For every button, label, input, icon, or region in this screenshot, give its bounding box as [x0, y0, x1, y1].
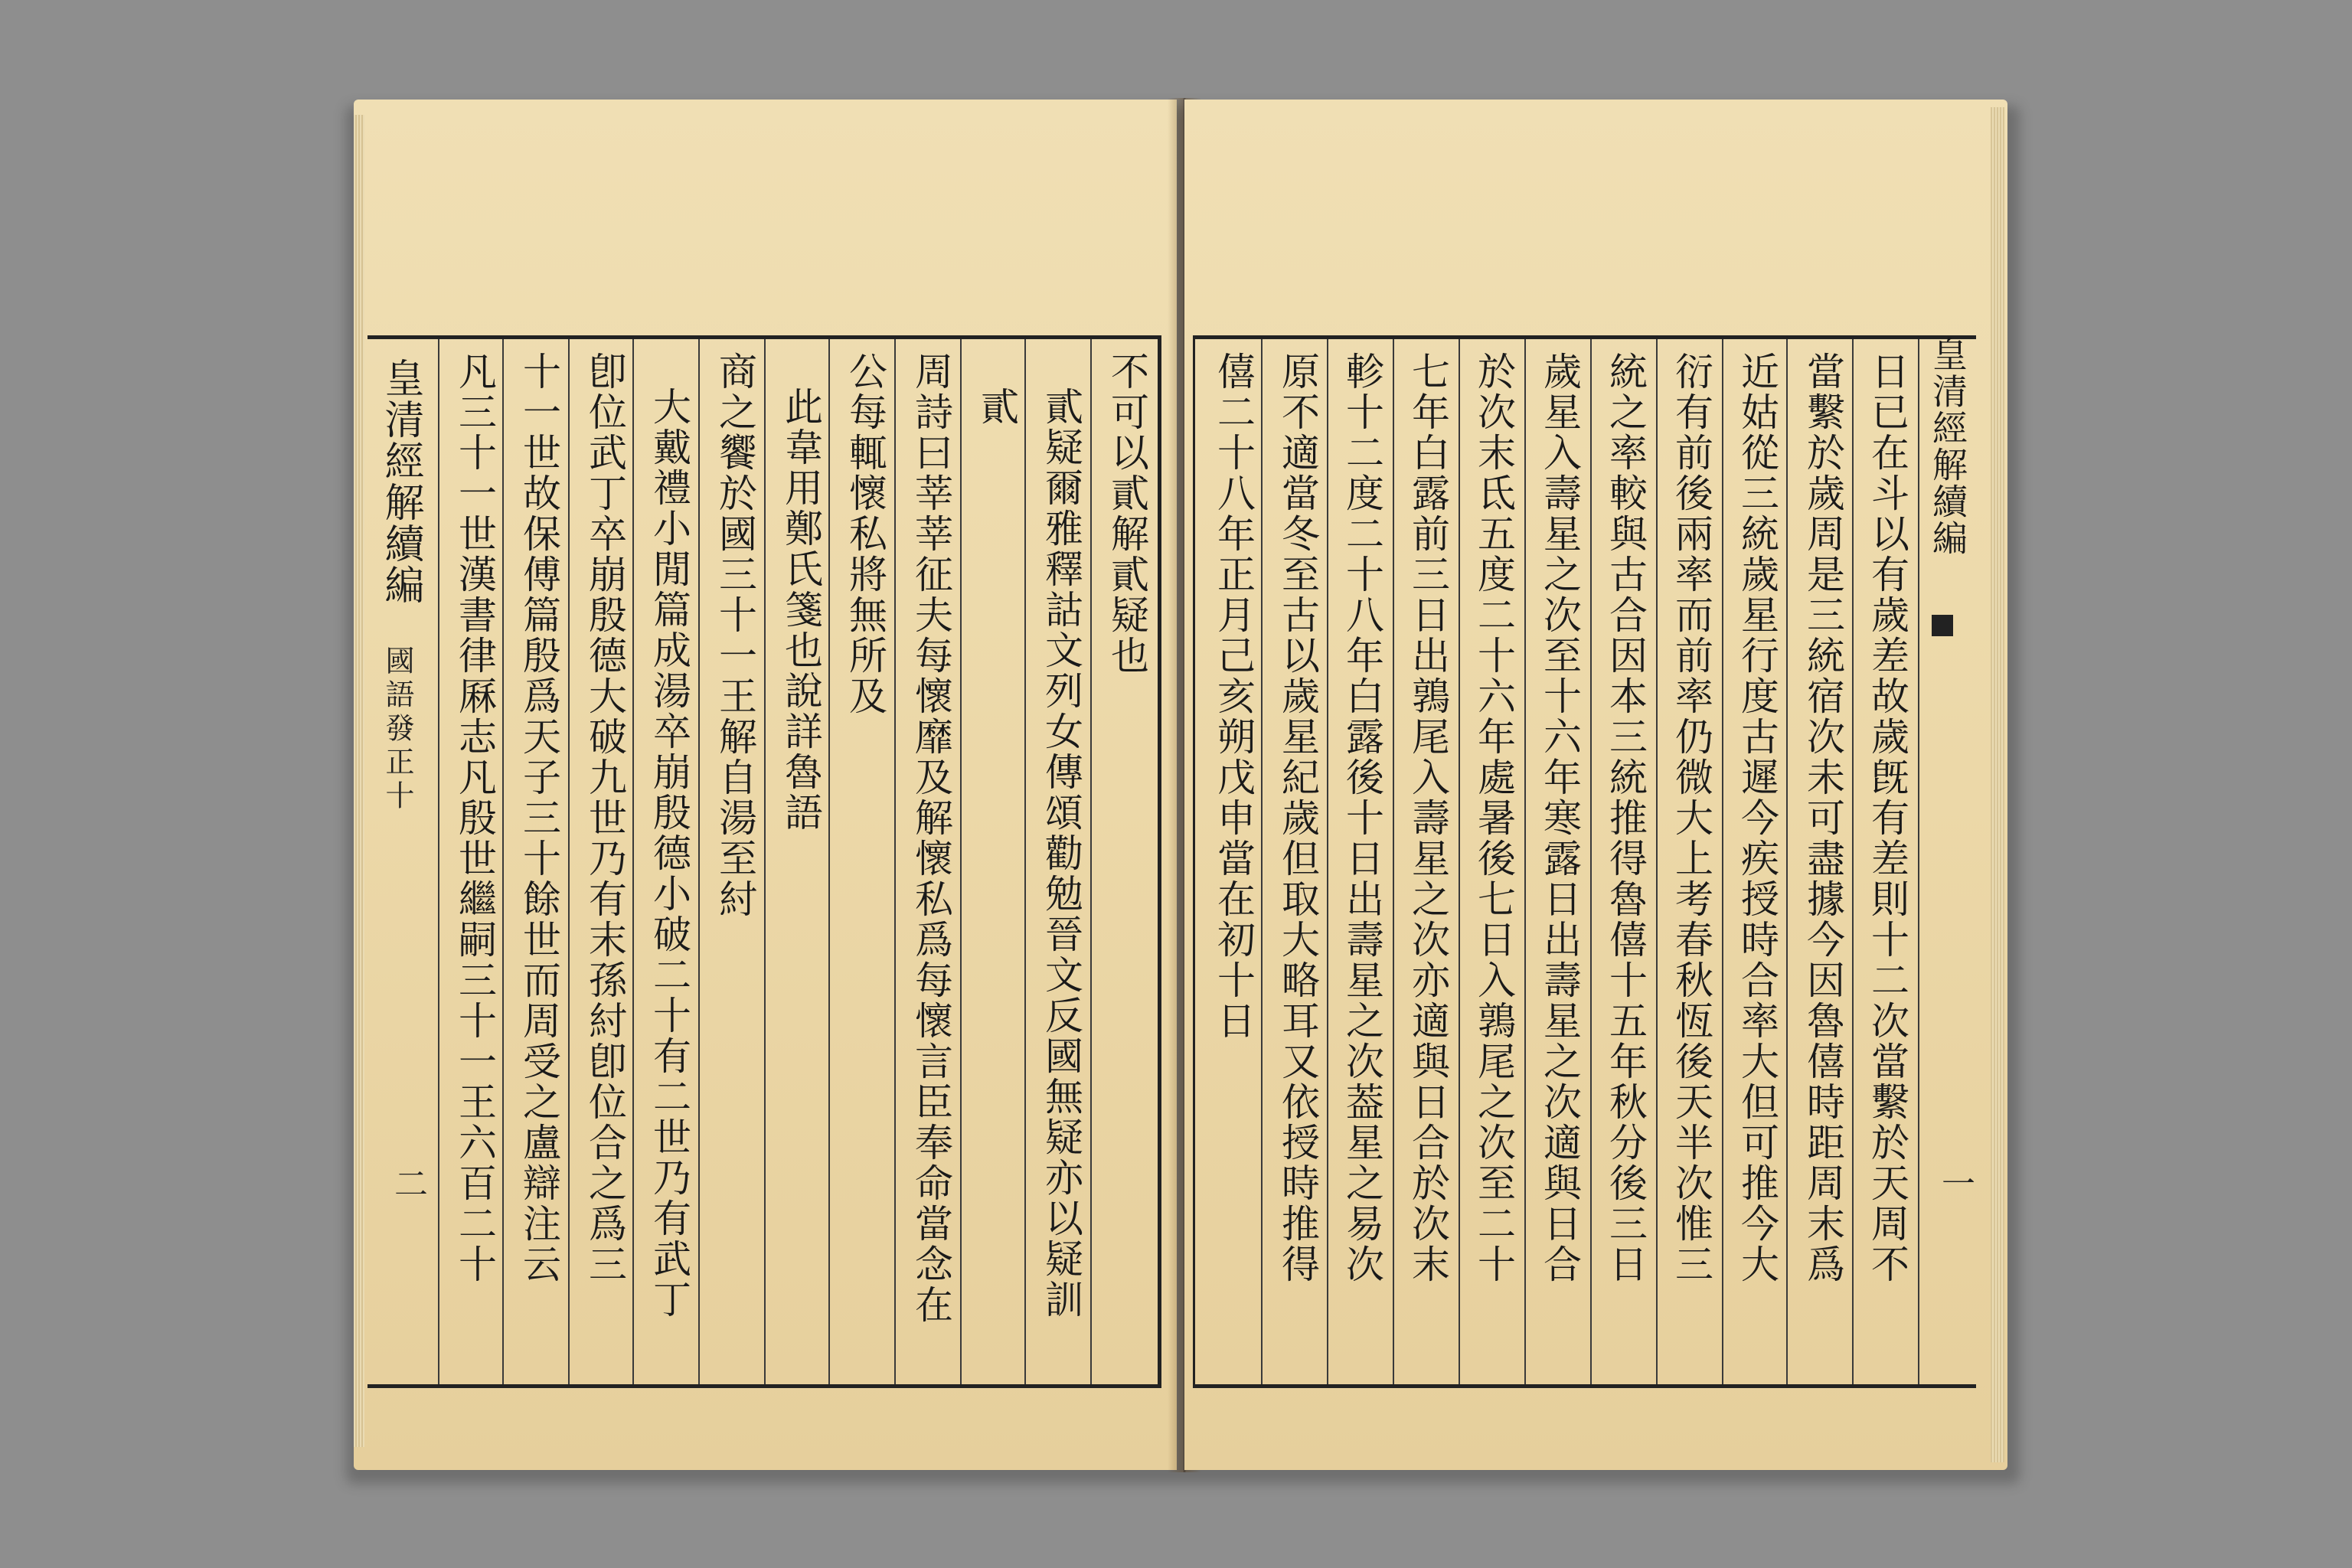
text-column: 僖二十八年正月己亥朔戊申當在初十日: [1211, 351, 1256, 1041]
text-column: 軫十二度二十八年白露後十日出壽星之次葢星之易次: [1340, 351, 1384, 1285]
text-column: 不可以貳解貳疑也: [1105, 351, 1149, 676]
folio-number: 一: [1936, 1166, 1975, 1200]
section-label: 國語發正十: [381, 645, 414, 814]
running-title: 皇清經解續編: [1927, 336, 1968, 557]
text-column: 當繫於歲周是三統宿次未可盡據今因魯僖時距周末爲: [1801, 351, 1845, 1285]
text-column: 大戴禮小閒篇成湯卒崩殷德小破二十有二世乃有武丁: [647, 387, 691, 1320]
text-column: 衍有前後兩率而前率仍微大上考春秋恆後天半次惟三: [1669, 351, 1713, 1285]
text-column: 公每輒懷私將無所及: [843, 351, 887, 717]
right-page-edge: [1991, 107, 2004, 1462]
left-page-edge: [354, 115, 364, 1447]
right-text-frame: [1193, 335, 1976, 1388]
text-column: 日已在斗以有歲差故歲旣有差則十二次當繫於天周不: [1865, 351, 1909, 1285]
column-rule: [438, 339, 439, 1384]
text-column: 貳疑爾雅釋詁文列女傳頌勸勉晉文反國無疑亦以疑訓: [1039, 387, 1083, 1320]
folio-number: 二: [388, 1166, 427, 1200]
text-column: 十一世故保傅篇殷爲天子三十餘世而周受之盧辯注云: [517, 351, 561, 1285]
text-column: 歲星入壽星之次至十六年寒露日出壽星之次適與日合: [1537, 351, 1582, 1285]
text-column: 卽位武丁卒崩殷德大破九世乃有末孫紂卽位合之爲三: [583, 351, 627, 1285]
text-column: 原不適當冬至古以歲星紀歲但取大略耳又依授時推得: [1276, 351, 1320, 1285]
text-column: 周詩曰莘莘征夫每懷靡及解懷私爲每懷言臣奉命當念在: [909, 351, 953, 1325]
text-column: 商之饗於國三十一王解自湯至紂: [713, 351, 757, 920]
running-title: 皇清經解續編: [377, 358, 423, 606]
text-column: 貳: [975, 387, 1019, 427]
fishtail-mark: [1932, 615, 1953, 636]
column-rule: [1024, 339, 1026, 1384]
text-column: 此韋用鄭氏箋也說詳魯語: [779, 387, 823, 833]
left-text-frame: [368, 335, 1161, 1388]
text-column: 凡三十一世漢書律厤志凡殷世繼嗣三十一王六百二十: [452, 351, 497, 1285]
text-column: 於次末氐五度二十六年處暑後七日入鶉尾之次至二十: [1472, 351, 1516, 1285]
text-column: 七年白露前三日出鶉尾入壽星之次亦適與日合於次末: [1406, 351, 1450, 1285]
text-column: 近姑從三統歲星行度古遲今疾授時合率大但可推今大: [1735, 351, 1779, 1285]
text-column: 統之率較與古合因本三統推得魯僖十五年秋分後三日: [1603, 351, 1648, 1285]
